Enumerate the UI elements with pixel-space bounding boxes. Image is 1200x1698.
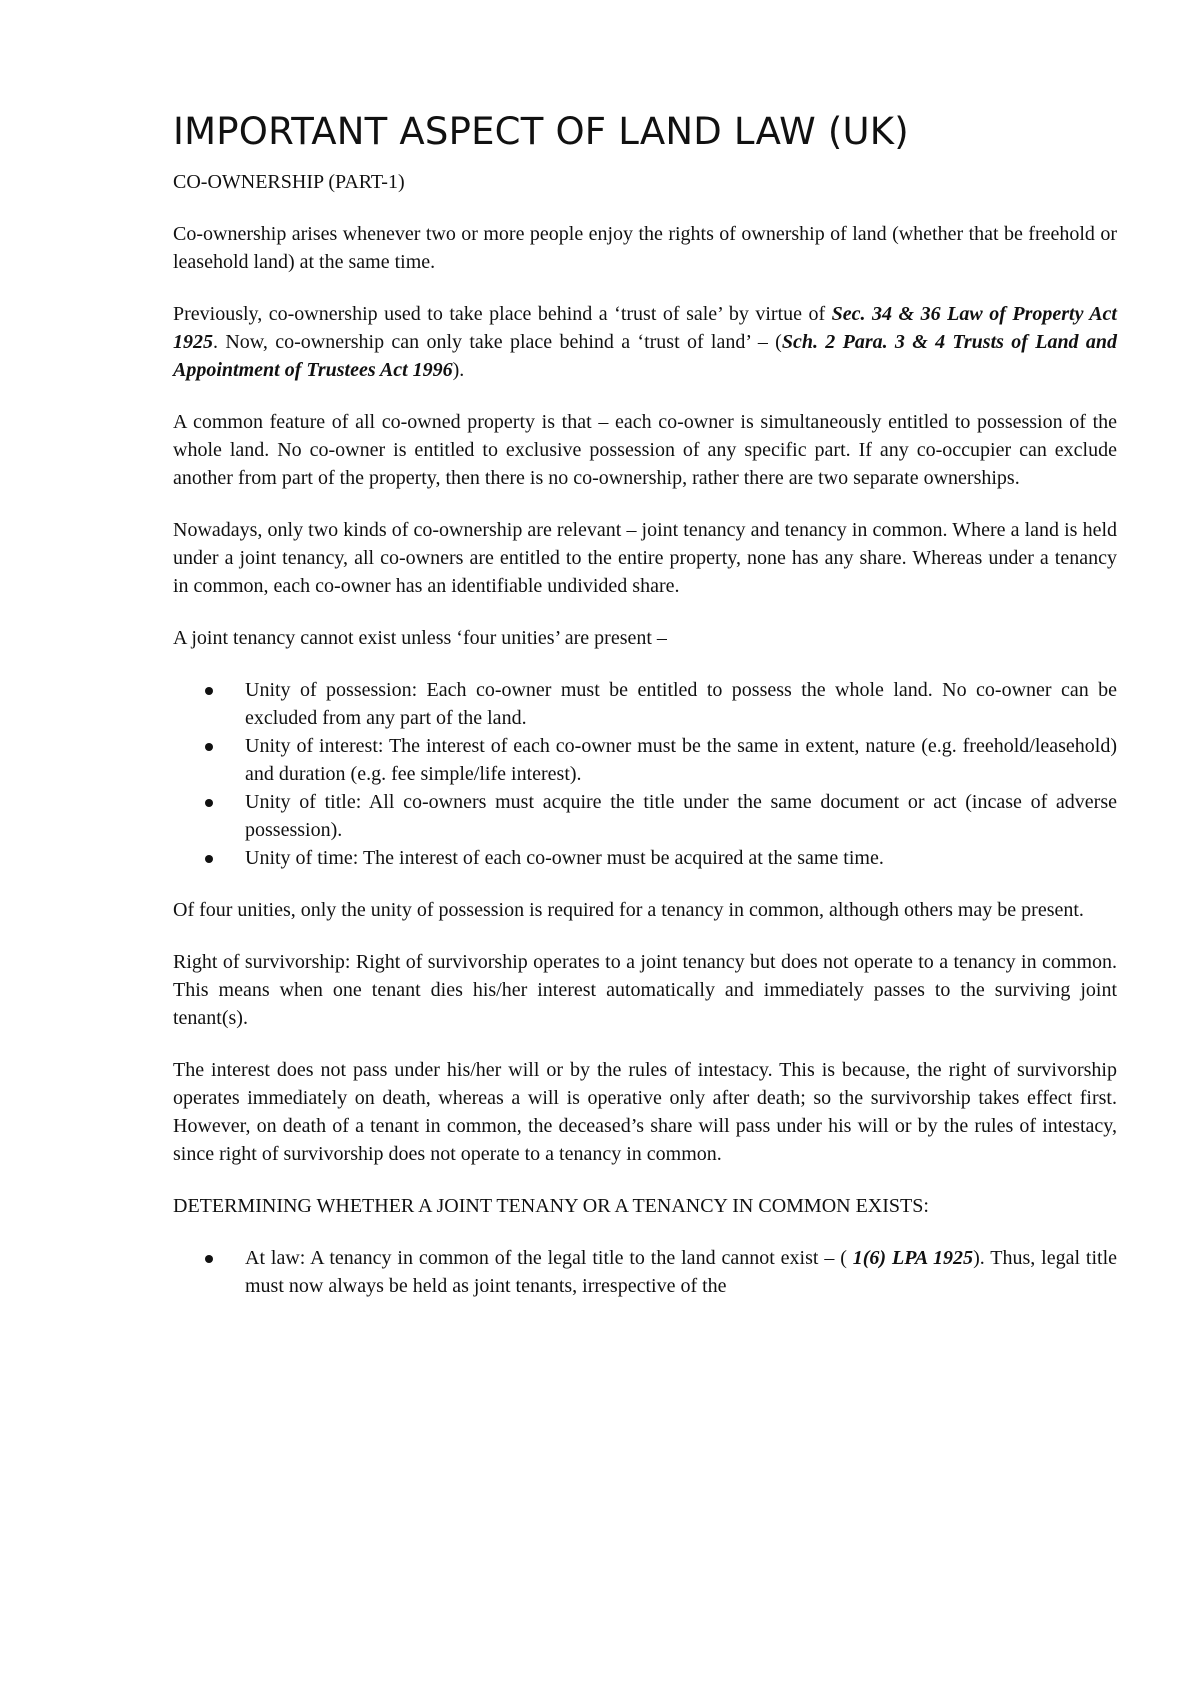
paragraph-kinds: Nowadays, only two kinds of co-ownership are relevant – joint tenancy and tenancy in common. Where a land is held under a joint tenancy, all co-owners are entitled to the entire property, none has any share. Whereas under a tenancy in common, each co-owner has an identifiable undivided share. [173, 519, 1117, 597]
statute-citation: Sec. 34 & 36 Law of Property Act 1925 [173, 303, 1117, 353]
paragraph-intestacy: The interest does not pass under his/her will or by the rules of intestacy. This is because, the right of survivorship operates immediately on death, whereas a will is operative only after death; so the survivorship takes effect first. However, on death of a tenant in common, the deceased’s share will pass under his will or by the rules of intestacy, since right of survivorship does not operate to a tenancy in common. [173, 1059, 1117, 1165]
bullet-icon [205, 1255, 213, 1263]
list-item-text: Unity of time: The interest of each co-owner must be acquired at the same time. [245, 847, 884, 869]
text-run: ). Thus, legal title must now always be held as joint tenants, irrespective of the [245, 1247, 1117, 1297]
list-item [173, 732, 1117, 788]
list-item-text: Unity of interest: The interest of each co-owner must be the same in extent, nature (e.g. freehold/leasehold) and duration (e.g. fee simple/life interest). [245, 735, 1117, 785]
statute-citation: Sch. 2 Para. 3 & 4 Trusts of Land and Appointment of Trustees Act 1996 [173, 331, 1118, 381]
determination-list [173, 1244, 1117, 1300]
list-item [173, 676, 1117, 732]
list-item-text: Unity of title: All co-owners must acquire the title under the same document or act (incase of adverse possession). [245, 791, 1117, 841]
bullet-icon [205, 743, 213, 751]
list-item [173, 844, 1117, 872]
paragraph-trust [173, 300, 1117, 384]
section-subtitle: CO-OWNERSHIP (PART-1) [173, 171, 405, 193]
paragraph-tenancy-in-common: Of four unities, only the unity of possession is required for a tenancy in common, although others may be present. [173, 899, 1084, 921]
bullet-icon [205, 855, 213, 863]
paragraph-definition: Co-ownership arises whenever two or more people enjoy the rights of ownership of land (whether that be freehold or leasehold land) at the same time. [173, 223, 1117, 273]
section-heading: DETERMINING WHETHER A JOINT TENANY OR A TENANCY IN COMMON EXISTS: [173, 1195, 929, 1217]
text-run: . Now, co-ownership can only take place behind a ‘trust of land’ – ( [213, 331, 782, 353]
statute-citation: 1(6) LPA 1925 [852, 1247, 974, 1269]
unities-list [173, 676, 1117, 872]
text-run: At law: A tenancy in common of the legal title to the land cannot exist – ( [245, 1247, 853, 1269]
text-run: Previously, co-ownership used to take place behind a ‘trust of sale’ by virtue of [173, 303, 832, 325]
paragraph-survivorship: Right of survivorship: Right of survivorship operates to a joint tenancy but does not operate to a tenancy in common. This means when one tenant dies his/her interest automatically and immediately passes to the surviving joint tenant(s). [173, 951, 1117, 1029]
list-item [173, 788, 1117, 844]
paragraph-four-unities-intro: A joint tenancy cannot exist unless ‘four unities’ are present – [173, 627, 667, 649]
paragraph-common-feature: A common feature of all co-owned property is that – each co-owner is simultaneously entitled to possession of the whole land. No co-owner is entitled to exclusive possession of any specific part. If any co-occupier can exclude another from part of the property, then there is no co-ownership, rather there are two separate ownerships. [173, 411, 1117, 489]
page-title: IMPORTANT ASPECT OF LAND LAW (UK) [173, 110, 909, 153]
text-run: ). [452, 359, 465, 381]
bullet-icon [205, 799, 213, 807]
list-item [173, 1244, 1117, 1300]
bullet-icon [205, 687, 213, 695]
list-item-text: Unity of possession: Each co-owner must be entitled to possess the whole land. No co-owner can be excluded from any part of the land. [245, 679, 1117, 729]
document-page [173, 110, 1117, 1324]
